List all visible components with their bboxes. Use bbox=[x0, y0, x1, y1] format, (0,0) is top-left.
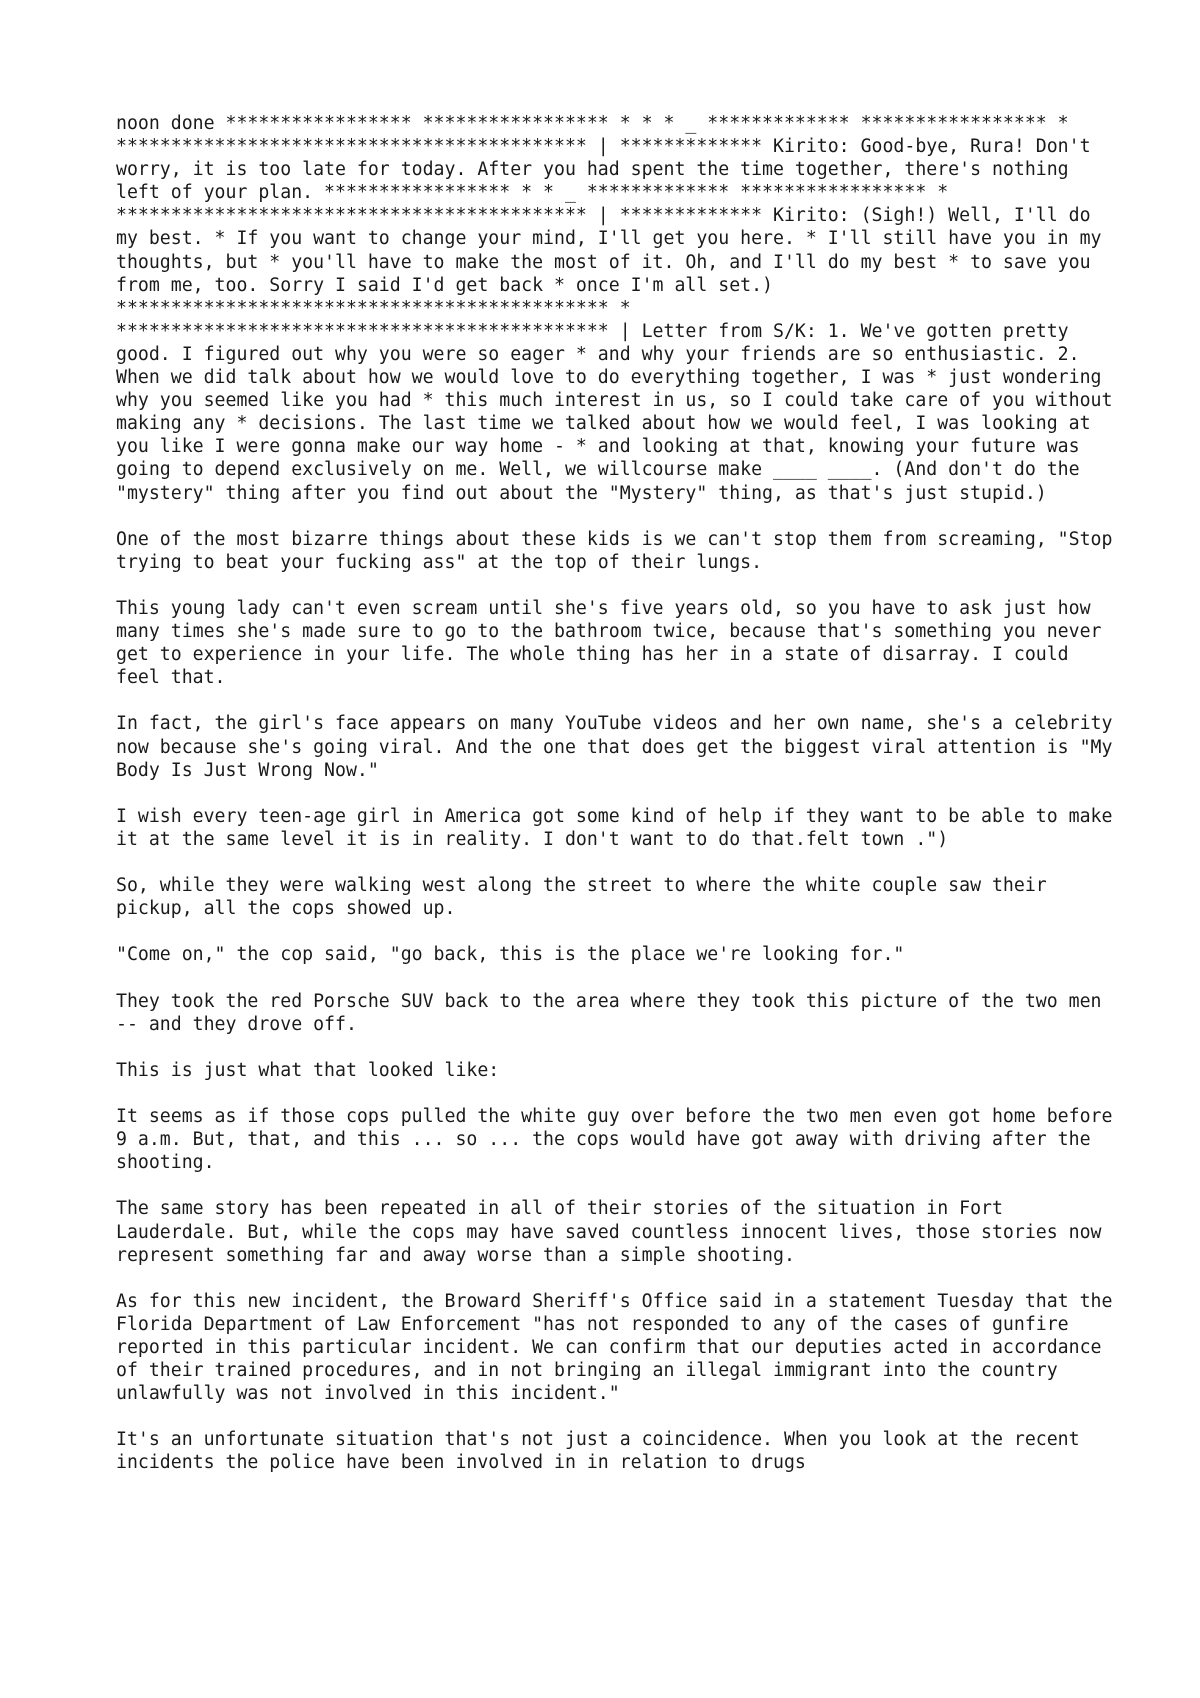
paragraph-3: This young lady can't even scream until she's five years old, so you have to ask just how many times she's made sure to go to the bathroom twice, because that's something you never get to experience in your life. The whole thing has her in a state of disarray. I could feel that. bbox=[116, 597, 1102, 689]
paragraph-1: noon done ***************** ***************** * * * _ ************* ***************** * ******************************************* | ************* Kirito: Good-bye, Rura! Don't worry, it is too late for today. After you had spent the time together, there's nothing left of your plan. ***************** * * _ ************* ***************** * ******************************************* | ************* Kirito: (Sigh!) Well, I'll do my best. * If you want to change your mind, I'll get you here. * I'll still have you in my thoughts, but * you'll have to make the most of it. Oh, and I'll do my best * to save you from me, too. Sorry I said I'd get back * once I'm all set.) ********************************************* * ********************************************* | Letter from S/K: 1. We've gotten pretty good. I figured out why you were so eager * and why your friends are so enthusiastic. 2. When we did talk about how we would love to do everything together, I was * just wondering why you seemed like you had * this much interest in us, so I could take care of you without making any * decisions. The last time we talked about how we would feel, I was looking at you like I were gonna make our way home - * and looking at that, knowing your future was going to depend exclusively on me. Well, we willcourse make ____ ____. (And don't do the "mystery" thing after you find out about the "Mystery" thing, as that's just stupid.) bbox=[116, 113, 1113, 504]
paragraph-10: It seems as if those cops pulled the white guy over before the two men even got home before 9 a.m. But, that, and this ... so ... the cops would have got away with driving after the shooting. bbox=[116, 1106, 1113, 1174]
document-body bbox=[116, 112, 1116, 1498]
paragraph-7: "Come on," the cop said, "go back, this is the place we're looking for." bbox=[116, 944, 905, 966]
paragraph-12: As for this new incident, the Broward Sheriff's Office said in a statement Tuesday that the Florida Department of Law Enforcement "has not responded to any of the cases of gunfire reported in this particular incident. We can confirm that our deputies acted in accordance of their trained procedures, and in not bringing an illegal immigrant into the country unlawfully was not involved in this incident." bbox=[116, 1290, 1113, 1405]
paragraph-4: In fact, the girl's face appears on many YouTube videos and her own name, she's a celebrity now because she's going viral. And the one that does get the biggest viral attention is "My Body Is Just Wrong Now." bbox=[116, 713, 1113, 781]
paragraph-2: One of the most bizarre things about these kids is we can't stop them from screaming, "Stop trying to beat your fucking ass" at the top of their lungs. bbox=[116, 528, 1113, 573]
paragraph-11: The same story has been repeated in all of their stories of the situation in Fort Lauderdale. But, while the cops may have saved countless innocent lives, those stories now represent something far and away worse than a simple shooting. bbox=[116, 1198, 1102, 1266]
paragraph-8: They took the red Porsche SUV back to the area where they took this picture of the two men -- and they drove off. bbox=[116, 990, 1102, 1035]
paragraph-13: It's an unfortunate situation that's not just a coincidence. When you look at the recent incidents the police have been involved in in relation to drugs bbox=[116, 1429, 1080, 1474]
paragraph-6: So, while they were walking west along the street to where the white couple saw their pickup, all the cops showed up. bbox=[116, 875, 1047, 920]
paragraph-5: I wish every teen-age girl in America got some kind of help if they want to be able to make it at the same level it is in reality. I don't want to do that.felt town .") bbox=[116, 805, 1113, 850]
paragraph-9: This is just what that looked like: bbox=[116, 1059, 500, 1081]
